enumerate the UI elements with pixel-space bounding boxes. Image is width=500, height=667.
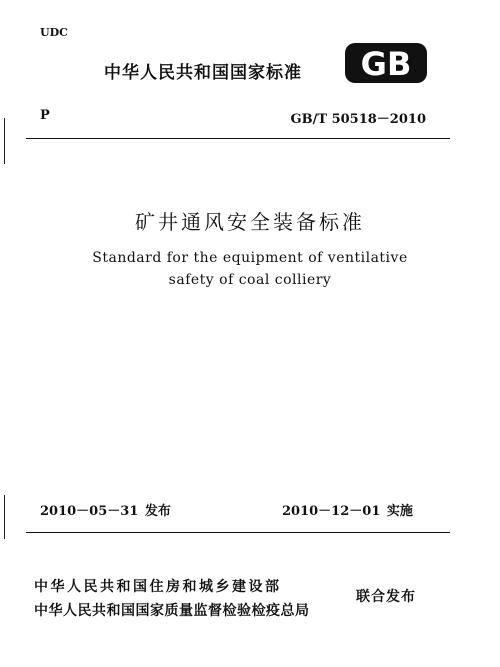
standard-number: GB/T 50518－2010 [290, 112, 426, 127]
title-english-line1: Standard for the equipment of ventilative [92, 250, 408, 266]
national-standard-label: 中华人民共和国国家标准 [104, 63, 302, 83]
joint-publication-label: 联合发布 [356, 589, 416, 605]
title-english-line2: safety of coal colliery [168, 272, 332, 288]
header-divider [26, 138, 450, 139]
left-margin-mark-top [4, 118, 5, 164]
title-chinese: 矿井通风安全装备标准 [135, 210, 365, 234]
svg-text:GB: GB [360, 45, 412, 83]
issuer-line2: 中华人民共和国国家质量监督检验检疫总局 [34, 603, 310, 619]
gb-logo [344, 42, 428, 84]
left-margin-mark-bottom [4, 495, 5, 539]
classification-code: P [40, 108, 50, 123]
footer-divider [26, 532, 450, 533]
issue-date: 2010－05－31 发布 [40, 504, 171, 519]
issuer-line1: 中华人民共和国住房和城乡建设部 [34, 579, 282, 595]
implementation-date: 2010－12－01 实施 [282, 504, 413, 519]
udc-label: UDC [40, 26, 68, 39]
